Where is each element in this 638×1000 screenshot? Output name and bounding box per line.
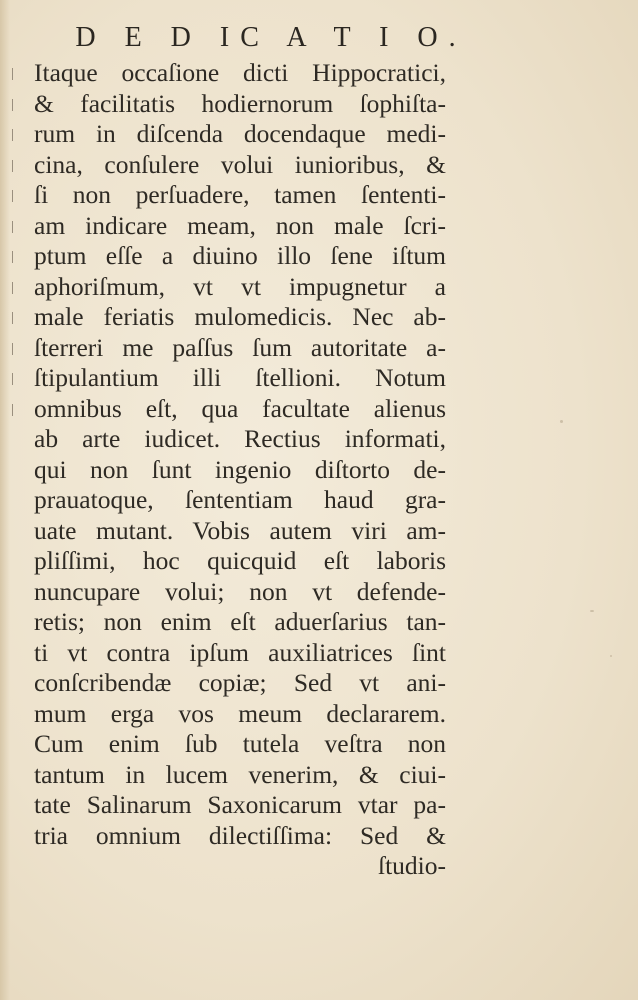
text-line: aphoriſmum, vt vt impugnetur a xyxy=(34,271,446,301)
margin-mark xyxy=(6,333,20,364)
margin-mark xyxy=(6,89,20,120)
running-header xyxy=(0,22,638,54)
margin-mark xyxy=(6,363,20,394)
text-line: Cum enim ſub tutela veſtra non xyxy=(34,729,446,758)
paper-speck xyxy=(590,610,594,612)
paper-speck xyxy=(610,655,612,657)
text-line: nuncupare volui; non vt defende- xyxy=(34,576,446,606)
margin-mark xyxy=(6,302,20,333)
text-line: tria omnium dilectiſſima: Sed & xyxy=(34,820,446,850)
catchword-line: ſtudio- xyxy=(378,851,446,880)
margin-mark xyxy=(6,180,20,211)
text-line: Itaque occaſione dicti Hippocratici, xyxy=(34,58,446,87)
text-line: tantum in lucem venerim, & ciui- xyxy=(34,759,446,789)
text-line: uate mutant. Vobis autem viri am- xyxy=(34,515,446,545)
margin-mark xyxy=(6,211,20,242)
text-line: conſcribendæ copiæ; Sed vt ani- xyxy=(34,668,446,697)
margin-mark xyxy=(6,150,20,181)
text-line: ſterreri me paſſus ſum autoritate a- xyxy=(34,332,446,362)
margin-marks xyxy=(6,58,20,424)
paper-speck xyxy=(560,420,563,423)
text-line: omnibus eſt, qua facultate alienus xyxy=(34,393,446,423)
margin-mark xyxy=(6,272,20,303)
text-line: ab arte iudicet. Rectius informati, xyxy=(34,424,446,453)
text-line: rum in diſcenda docendaque medi- xyxy=(34,119,446,148)
margin-mark xyxy=(6,58,20,89)
margin-mark xyxy=(6,241,20,272)
text-line: ti vt contra ipſum auxiliatrices ſint xyxy=(34,637,446,667)
text-line: ptum eſſe a diuino illo ſene iſtum xyxy=(34,241,446,270)
text-line: ſi non perſuadere, tamen ſententi- xyxy=(34,180,446,209)
text-line: cina, conſulere volui iunioribus, & xyxy=(34,149,446,179)
text-line: tate Salinarum Saxonicarum vtar pa- xyxy=(34,790,446,819)
margin-mark xyxy=(6,119,20,150)
text-line: prauatoque, ſententiam haud gra- xyxy=(34,485,446,514)
body-text xyxy=(34,58,446,882)
text-line: mum erga vos meum declararem. xyxy=(34,698,446,728)
text-line: retis; non enim eſt aduerſarius tan- xyxy=(34,607,446,636)
text-line: qui non ſunt ingenio diſtorto de- xyxy=(34,454,446,484)
text-line: pliſſimi, hoc quicquid eſt laboris xyxy=(34,546,446,575)
header-title: D E D IC A T I O. xyxy=(75,22,467,53)
text-line: am indicare meam, non male ſcri- xyxy=(34,210,446,240)
text-line: ſtipulantium illi ſtellioni. Notum xyxy=(34,363,446,392)
margin-mark xyxy=(6,394,20,425)
text-line: male feriatis mulomedicis. Nec ab- xyxy=(34,302,446,331)
text-line: & facilitatis hodiernorum ſophiſta- xyxy=(34,88,446,118)
